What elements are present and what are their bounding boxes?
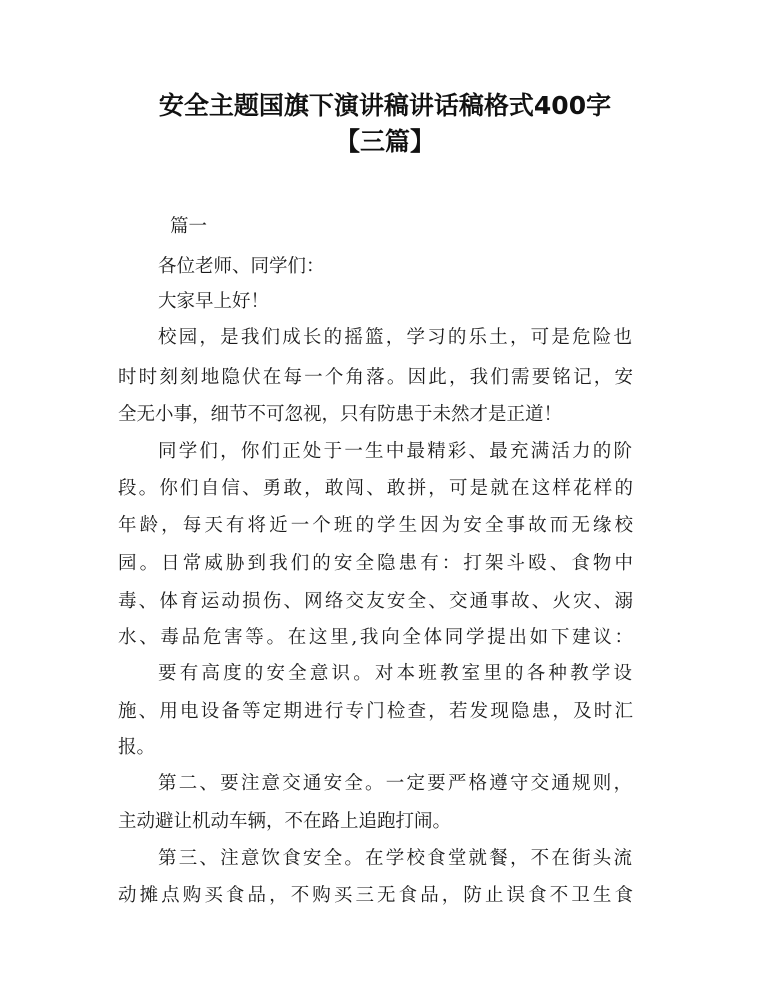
paragraph-line: 动摊点购买食品，不购买三无食品，防止误食不卫生食 (118, 885, 633, 906)
paragraph-line: 施、用电设备等定期进行专门检查，若发现隐患，及时汇 (118, 701, 633, 722)
document-title-line-1: 安全主题国旗下演讲稿讲话稿格式400字 (158, 91, 612, 120)
paragraph-line: 段。你们自信、勇敢，敢闯、敢拼，可是就在这样花样的 (118, 478, 633, 499)
paragraph-line: 全无小事，细节不可忽视，只有防患于未然才是正道！ (118, 404, 563, 425)
paragraph-line: 报。 (118, 737, 156, 758)
section-heading: 篇一 (170, 216, 208, 237)
paragraph-line: 第三、注意饮食安全。在学校食堂就餐，不在街头流 (158, 848, 632, 869)
paragraph-line: 主动避让机动车辆，不在路上追跑打闹。 (118, 811, 452, 832)
paragraph-line: 年龄，每天有将近一个班的学生因为安全事故而无缘校 (118, 515, 633, 536)
greeting: 大家早上好！ (158, 291, 270, 312)
paragraph-line: 第二、要注意交通安全。一定要严格遵守交通规则， (158, 773, 632, 794)
paragraph-line: 要有高度的安全意识。对本班教室里的各种教学设 (158, 663, 632, 684)
salutation: 各位老师、同学们： (158, 256, 325, 277)
paragraph-line: 园。日常威胁到我们的安全隐患有：打架斗殴、食物中 (118, 553, 633, 574)
document-title-line-2: 【三篇】 (334, 127, 435, 156)
paragraph-line: 毒、体育运动损伤、网络交友安全、交通事故、火灾、溺 (118, 591, 633, 612)
paragraph-line: 校园，是我们成长的摇篮，学习的乐土，可是危险也 (158, 327, 632, 348)
paragraph-line: 水、毒品危害等。在这里,我向全体同学提出如下建议： (118, 627, 633, 648)
paragraph-line: 同学们，你们正处于一生中最精彩、最充满活力的阶 (158, 441, 632, 462)
paragraph-line: 时时刻刻地隐伏在每一个角落。因此，我们需要铭记，安 (118, 367, 633, 388)
